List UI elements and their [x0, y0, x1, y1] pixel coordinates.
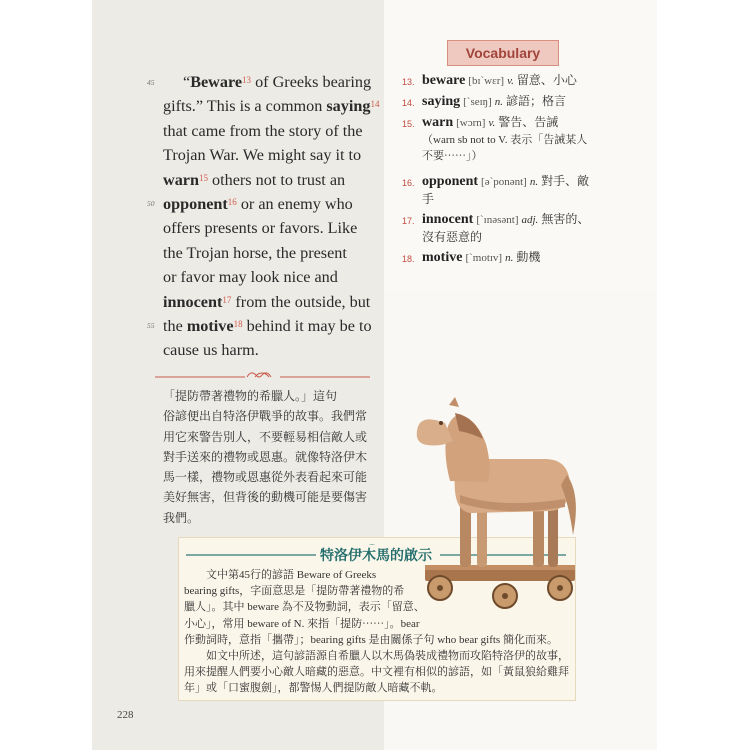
passage-text: of Greeks bearing: [251, 73, 372, 91]
passage-text: others not to trust an: [207, 170, 346, 189]
footnote-number: 15: [198, 172, 208, 183]
translation-line: 美好無害，但背後的動機可能是要傷害: [163, 490, 368, 505]
vocab-word: opponent: [163, 194, 228, 213]
passage-text: “: [183, 73, 191, 91]
insight-line: 文中第45行的諺語 Beware of Greeks: [184, 569, 377, 581]
passage-text: offers presents or favors. Like: [163, 219, 358, 238]
passage-text: the: [163, 316, 187, 335]
footnote-number: 17: [222, 294, 232, 305]
vocab-number: 13.: [402, 77, 415, 87]
passage-text: behind it may be to: [242, 316, 372, 335]
vocab-word: innocent: [163, 292, 223, 311]
vocab-number: 14.: [402, 98, 415, 108]
passage-line: [163, 241, 378, 265]
vocab-pronunciation: [ˋmotɪv]: [465, 252, 503, 264]
passage-line: [163, 290, 378, 314]
translation-line: 俗諺便出自特洛伊戰爭的故事。我們常: [163, 409, 368, 424]
vocab-part-of-speech: v.: [507, 75, 514, 87]
vocab-entry: [402, 173, 602, 211]
translation-line: 用它來警告別人，不要輕易相信敵人或: [163, 429, 368, 444]
vocab-entry: [402, 114, 602, 173]
vocab-word: motive: [186, 316, 234, 335]
footnote-number: 18: [233, 318, 243, 329]
vocab-entry: [402, 72, 602, 93]
passage-text: from the outside, but: [231, 292, 371, 311]
insight-line: 作動詞時，意指「攜帶」；bearing gifts 是由關係子句 who bear gifts 簡化而來。: [184, 633, 558, 646]
passage-line: [163, 265, 378, 289]
passage-text: that came from the story of the: [163, 121, 363, 140]
passage-line: [163, 94, 378, 118]
translation-line: 對手送來的禮物或恩惠。就像特洛伊木: [163, 449, 368, 464]
vocab-definition: 無害的、沒有惡意的: [422, 212, 590, 244]
footnote-number: 16: [227, 196, 237, 207]
insight-box-title: 特洛伊木馬的啟示: [320, 549, 432, 564]
vocab-pronunciation: [wɔrn]: [456, 117, 486, 129]
vocab-entry: [402, 249, 602, 270]
vocab-word: warn: [163, 170, 199, 189]
vocab-part-of-speech: n.: [529, 176, 539, 188]
vocab-headword: opponent: [422, 174, 479, 189]
vocab-headword: motive: [422, 250, 463, 265]
vocabulary-heading: Vocabulary: [447, 40, 559, 66]
vocab-part-of-speech: adj.: [521, 214, 539, 226]
vocab-part-of-speech: n.: [505, 252, 514, 264]
translation-line: 「提防帶著禮物的希臘人。」這句: [163, 389, 338, 403]
passage-text: Trojan War. We might say it to: [163, 146, 362, 165]
passage-text: or an enemy who: [236, 194, 353, 213]
insight-line: 如文中所述，這句諺語源自希臘人以木馬偽裝成禮物而攻陷特洛伊的故事，: [184, 650, 569, 663]
insight-line: 臘人」。其中 beware 為不及物動詞，表示「留意、: [184, 601, 425, 614]
vocab-entry: [402, 211, 602, 249]
insight-line: bearing gifts，字面意思是「提防帶著禮物的希: [184, 585, 405, 598]
vocab-definition: 對手、敵手: [422, 174, 590, 206]
passage-line: [163, 216, 378, 240]
passage-text: cause us harm.: [163, 341, 259, 360]
vocab-word: Beware: [190, 73, 243, 91]
vocab-headword: saying: [422, 94, 461, 109]
passage-line: [163, 119, 378, 143]
vocab-number: 15.: [402, 119, 415, 129]
line-number: 50: [147, 198, 155, 208]
translation-line: 我們。: [163, 510, 200, 525]
vocab-number: 16.: [402, 178, 415, 188]
passage-text: or favor may look nice and: [163, 268, 338, 287]
passage-text: gifts.” This is a common: [163, 97, 327, 116]
passage-line: [147, 192, 378, 216]
passage-line: [147, 314, 378, 338]
insight-line: 用來提醒人們要小心敵人暗藏的惡意。中文裡有相似的諺語，如「黃鼠狼給雞拜: [184, 666, 569, 679]
line-number: 55: [147, 320, 155, 330]
vocab-entry: [402, 93, 602, 114]
vocab-part-of-speech: n.: [494, 96, 504, 108]
vocab-part-of-speech: v.: [488, 117, 496, 129]
vocab-headword: warn: [422, 115, 454, 130]
passage-line: [163, 338, 378, 362]
passage-text: the Trojan horse, the present: [163, 243, 347, 262]
vocab-headword: innocent: [422, 212, 474, 227]
ornament-divider: [155, 368, 370, 382]
line-number: 45: [147, 78, 155, 87]
footnote-number: 13: [242, 75, 252, 85]
insight-line: 年」或「口蜜腹劍」，都警惕人們提防敵人暗藏不軌。: [184, 682, 443, 695]
vocab-number: 17.: [402, 216, 415, 226]
chinese-translation: [163, 386, 368, 528]
translation-line: 馬一樣，禮物或恩惠從外表看起來可能: [163, 470, 368, 485]
vocab-pronunciation: [ˋɪnəsənt]: [476, 214, 519, 226]
vocab-definition: 警告、告誡: [498, 115, 559, 129]
vocab-number: 18.: [402, 254, 415, 264]
vocabulary-list: [402, 72, 602, 270]
vocab-headword: beware: [422, 73, 466, 88]
vocab-definition: 諺語；格言: [506, 94, 567, 108]
footnote-number: 14: [370, 99, 380, 110]
vocab-pronunciation: [əˋponənt]: [481, 176, 527, 188]
insight-line: 小心」，常用 beware of N. 來指「提防⋯⋯」。bear: [184, 617, 420, 630]
vocab-word: saying: [326, 97, 371, 116]
vocab-pronunciation: [bɪˋwɛr]: [468, 75, 505, 87]
vocab-pronunciation: [ˋseɪŋ]: [463, 96, 492, 108]
passage-line: [147, 70, 378, 94]
vocab-usage-note: （warn sb not to V. 表示「告誡某人不要⋯⋯」）: [422, 134, 588, 162]
reading-passage: [147, 70, 380, 363]
vocab-definition: 動機: [516, 250, 541, 264]
trojan-horse-illustration: [405, 395, 585, 625]
passage-line: [163, 143, 378, 167]
vocab-definition: 留意、小心: [516, 73, 577, 87]
passage-line: [163, 168, 378, 192]
page-number: 228: [117, 709, 134, 721]
